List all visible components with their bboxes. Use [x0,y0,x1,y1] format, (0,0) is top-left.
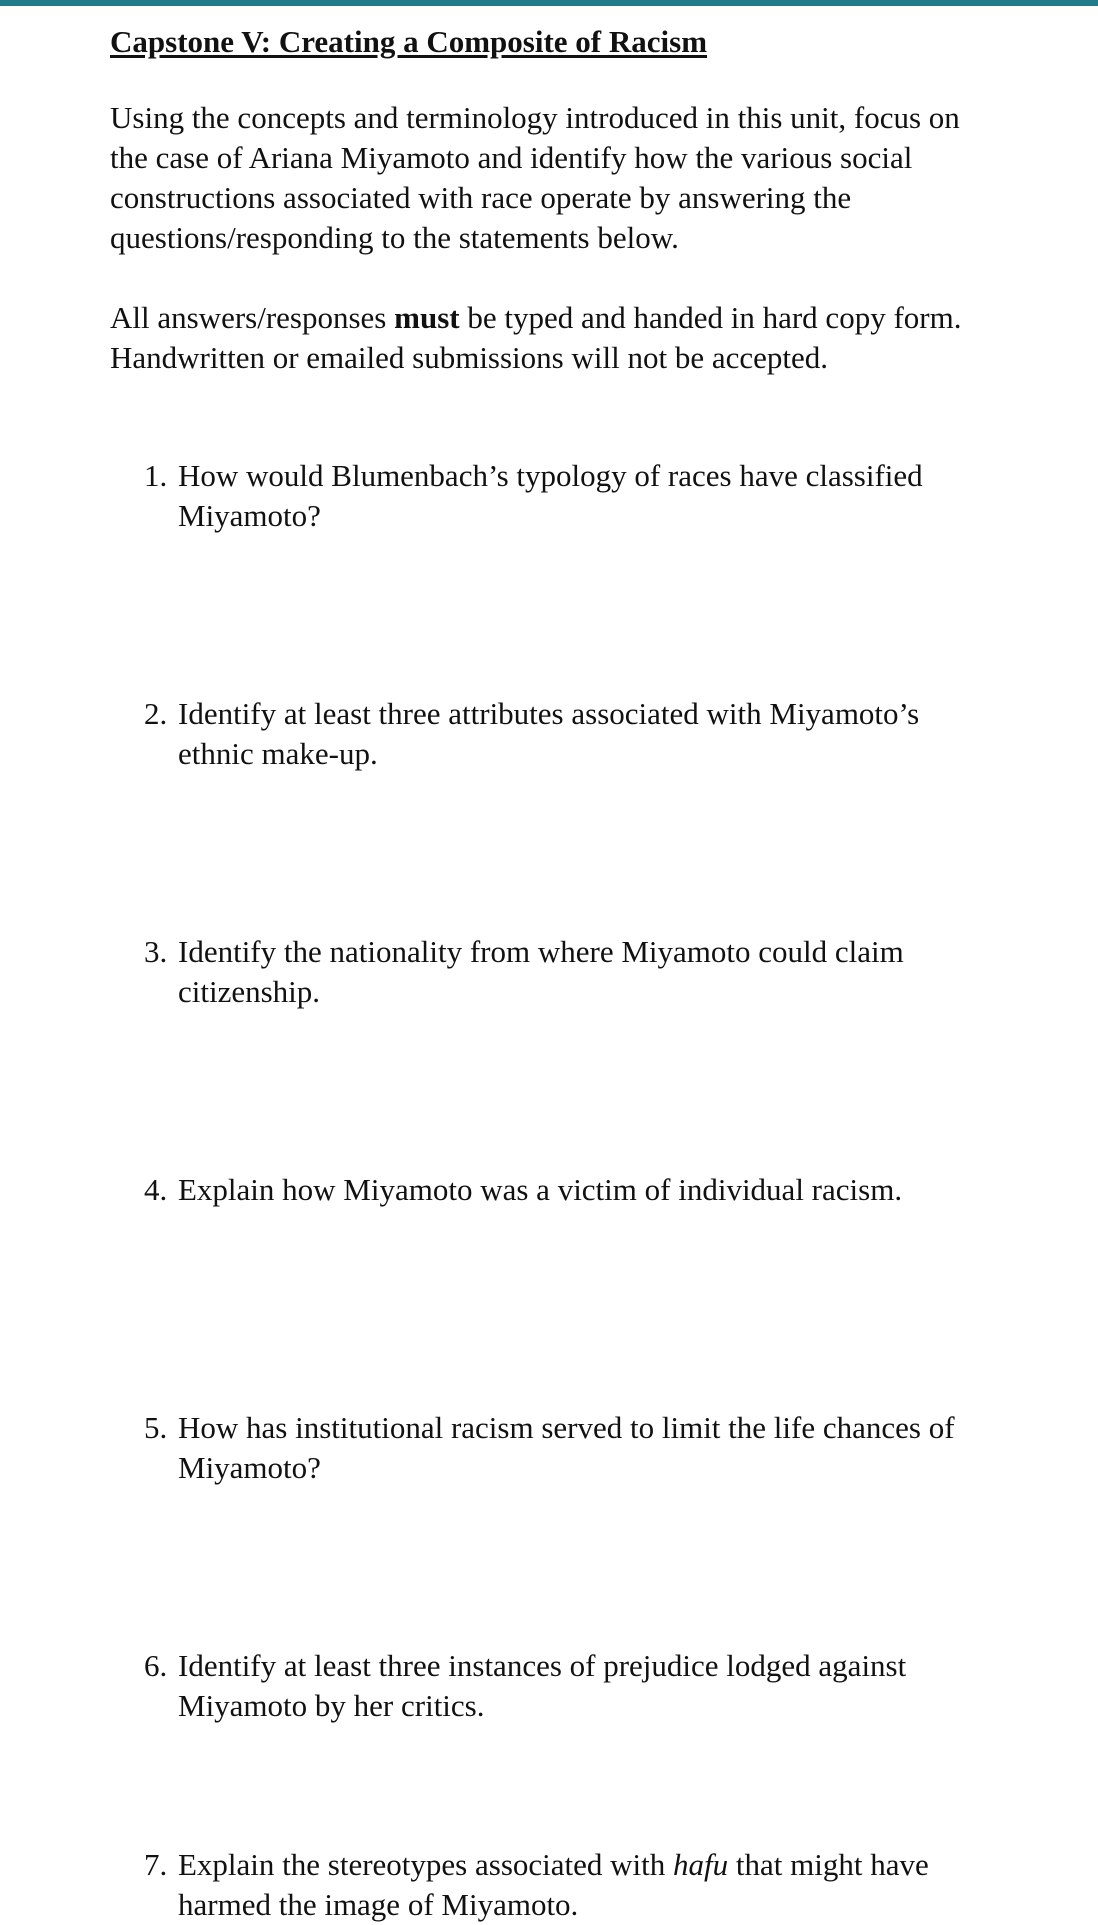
question-number: 3. [144,934,168,969]
intro-paragraph: Using the concepts and terminology introduced in this unit, focus on the case of Ariana Miyamoto and identify how the various social constructions associated with race operate by answering the questions/responding to the statements below. [110,100,960,255]
question-number: 1. [144,458,168,493]
question-text: Explain how Miyamoto was a victim of individual racism. [178,1172,903,1207]
question-term-italic: hafu [673,1847,729,1882]
question-text: Identify at least three attributes associated with Miyamoto’s ethnic make-up. [178,696,920,771]
question-number: 4. [144,1172,168,1207]
question-number: 5. [144,1410,168,1445]
top-accent-bar [0,0,1098,6]
instructions-text-end: be typed and handed in hard copy form. Handwritten or emailed submissions will not be accepted. [110,300,962,375]
document-page [110,20,990,1922]
question-number: 7. [144,1847,168,1882]
question-number: 2. [144,696,168,731]
submission-instructions [110,298,990,378]
instructions-text-start: All answers/responses [110,300,395,335]
question-item [144,694,964,774]
question-text: Identify at least three instances of prejudice lodged against Miyamoto by her critics. [178,1648,907,1723]
question-text-end: that might have harmed the image of Miyamoto. [178,1847,929,1922]
question-text [144,1845,964,1925]
document-title: Capstone V: Creating a Composite of Racism [110,24,708,59]
question-text: How has institutional racism served to limit the life chances of Miyamoto? [178,1410,955,1485]
question-item [144,1170,964,1210]
question-text: Identify the nationality from where Miyamoto could claim citizenship. [178,934,904,1009]
question-item [144,456,964,536]
question-item [144,1408,964,1488]
question-text: How would Blumenbach’s typology of races have classified Miyamoto? [178,458,923,533]
question-item [144,1646,964,1726]
question-item [144,1845,964,1925]
question-text-start: Explain the stereotypes associated with [178,1847,674,1882]
instructions-emphasis: must [394,300,460,335]
question-item [144,932,964,1012]
question-number: 6. [144,1648,168,1683]
